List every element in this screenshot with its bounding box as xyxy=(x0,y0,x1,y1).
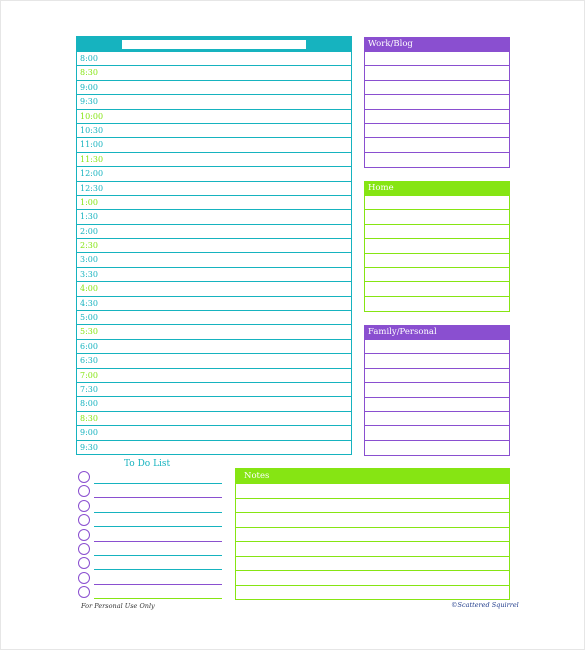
family-personal-header: Family/Personal xyxy=(364,325,510,340)
time-slot[interactable] xyxy=(77,153,351,167)
time-slot[interactable] xyxy=(77,239,351,253)
time-slot[interactable] xyxy=(77,311,351,325)
todo-item xyxy=(78,499,222,513)
work-blog-lines xyxy=(364,52,510,168)
checkbox-circle-icon[interactable] xyxy=(78,485,90,497)
todo-item xyxy=(78,470,222,484)
notes-line[interactable] xyxy=(236,484,509,499)
notes-line[interactable] xyxy=(236,499,509,514)
time-slot[interactable] xyxy=(77,441,351,455)
writing-line[interactable] xyxy=(365,412,509,426)
time-slot[interactable] xyxy=(77,268,351,282)
work-blog-header: Work/Blog xyxy=(364,37,510,52)
checkbox-circle-icon[interactable] xyxy=(78,471,90,483)
time-label: 12:30 xyxy=(80,183,104,193)
schedule-header xyxy=(77,37,351,52)
personal-use-note: For Personal Use Only xyxy=(81,602,155,610)
writing-line[interactable] xyxy=(365,225,509,239)
writing-line[interactable] xyxy=(365,196,509,210)
writing-line[interactable] xyxy=(365,426,509,440)
checkbox-circle-icon[interactable] xyxy=(78,500,90,512)
time-label: 1:00 xyxy=(80,197,98,207)
time-label: 5:00 xyxy=(80,313,98,323)
writing-line[interactable] xyxy=(365,66,509,80)
time-rows xyxy=(77,52,351,455)
time-slot[interactable] xyxy=(77,110,351,124)
time-label: 10:00 xyxy=(80,111,104,121)
home-lines xyxy=(364,196,510,312)
checkbox-circle-icon[interactable] xyxy=(78,529,90,541)
time-label: 7:30 xyxy=(80,384,98,394)
time-label: 3:00 xyxy=(80,255,98,265)
time-label: 8:30 xyxy=(80,68,98,78)
todo-item xyxy=(78,571,222,585)
notes-lines xyxy=(236,484,509,600)
notes-line[interactable] xyxy=(236,557,509,572)
time-label: 11:30 xyxy=(80,154,104,164)
work-blog-section xyxy=(364,37,510,168)
time-slot[interactable] xyxy=(77,124,351,138)
checkbox-circle-icon[interactable] xyxy=(78,557,90,569)
notes-section xyxy=(235,468,510,600)
time-slot[interactable] xyxy=(77,210,351,224)
writing-line[interactable] xyxy=(365,398,509,412)
time-slot[interactable] xyxy=(77,297,351,311)
time-slot[interactable] xyxy=(77,95,351,109)
time-slot[interactable] xyxy=(77,52,351,66)
home-header: Home xyxy=(364,181,510,196)
todo-title: To Do List xyxy=(124,459,171,469)
writing-line[interactable] xyxy=(365,239,509,253)
time-slot[interactable] xyxy=(77,426,351,440)
time-label: 8:00 xyxy=(80,399,98,409)
time-label: 2:00 xyxy=(80,226,98,236)
home-section xyxy=(364,181,510,312)
notes-line[interactable] xyxy=(236,528,509,543)
time-slot[interactable] xyxy=(77,340,351,354)
checkbox-circle-icon[interactable] xyxy=(78,543,90,555)
time-slot[interactable] xyxy=(77,196,351,210)
todo-item xyxy=(78,542,222,556)
todo-item xyxy=(78,513,222,527)
time-slot[interactable] xyxy=(77,369,351,383)
time-label: 6:00 xyxy=(80,341,98,351)
time-label: 9:00 xyxy=(80,82,98,92)
writing-line[interactable] xyxy=(365,268,509,282)
writing-line[interactable] xyxy=(365,210,509,224)
time-label: 9:00 xyxy=(80,428,98,438)
time-slot[interactable] xyxy=(77,412,351,426)
time-label: 9:30 xyxy=(80,442,98,452)
writing-line[interactable] xyxy=(365,153,509,167)
checkbox-circle-icon[interactable] xyxy=(78,586,90,598)
writing-line[interactable] xyxy=(365,138,509,152)
family-personal-section xyxy=(364,325,510,456)
writing-line[interactable] xyxy=(365,369,509,383)
writing-line[interactable] xyxy=(365,354,509,368)
copyright-note: ©Scattered Squirrel xyxy=(451,601,519,609)
time-slot[interactable] xyxy=(77,397,351,411)
time-slot[interactable] xyxy=(77,225,351,239)
time-label: 8:00 xyxy=(80,54,98,63)
todo-line[interactable] xyxy=(94,598,222,599)
time-slot[interactable] xyxy=(77,167,351,181)
writing-line[interactable] xyxy=(365,340,509,354)
time-slot[interactable] xyxy=(77,66,351,80)
time-label: 5:30 xyxy=(80,327,98,337)
todo-item xyxy=(78,585,222,599)
time-label: 4:00 xyxy=(80,284,98,294)
time-slot[interactable] xyxy=(77,182,351,196)
checkbox-circle-icon[interactable] xyxy=(78,572,90,584)
time-label: 8:30 xyxy=(80,413,98,423)
time-label: 3:30 xyxy=(80,269,98,279)
time-label: 4:30 xyxy=(80,298,98,308)
time-slot[interactable] xyxy=(77,354,351,368)
time-label: 9:30 xyxy=(80,97,98,107)
time-label: 10:30 xyxy=(80,125,104,135)
family-personal-lines xyxy=(364,340,510,456)
time-label: 7:00 xyxy=(80,370,98,380)
writing-line[interactable] xyxy=(365,81,509,95)
time-label: 12:00 xyxy=(80,169,104,179)
time-slot[interactable] xyxy=(77,325,351,339)
notes-line[interactable] xyxy=(236,542,509,557)
writing-line[interactable] xyxy=(365,124,509,138)
time-slot[interactable] xyxy=(77,138,351,152)
writing-line[interactable] xyxy=(365,254,509,268)
notes-header: Notes xyxy=(236,469,509,484)
todo-item xyxy=(78,528,222,542)
writing-line[interactable] xyxy=(365,52,509,66)
time-label: 1:30 xyxy=(80,212,98,222)
time-slot[interactable] xyxy=(77,383,351,397)
writing-line[interactable] xyxy=(365,441,509,455)
checkbox-circle-icon[interactable] xyxy=(78,514,90,526)
time-slot[interactable] xyxy=(77,282,351,296)
time-slot[interactable] xyxy=(77,253,351,267)
date-field[interactable] xyxy=(122,40,306,49)
notes-line[interactable] xyxy=(236,586,509,601)
todo-list xyxy=(76,457,222,601)
notes-line[interactable] xyxy=(236,571,509,586)
time-label: 2:30 xyxy=(80,241,98,251)
todo-item xyxy=(78,484,222,498)
writing-line[interactable] xyxy=(365,297,509,311)
writing-line[interactable] xyxy=(365,95,509,109)
writing-line[interactable] xyxy=(365,383,509,397)
writing-line[interactable] xyxy=(365,282,509,296)
hourly-schedule xyxy=(76,36,352,455)
time-label: 11:00 xyxy=(80,140,104,150)
todo-item xyxy=(78,556,222,570)
time-slot[interactable] xyxy=(77,81,351,95)
notes-line[interactable] xyxy=(236,513,509,528)
time-label: 6:30 xyxy=(80,356,98,366)
writing-line[interactable] xyxy=(365,110,509,124)
